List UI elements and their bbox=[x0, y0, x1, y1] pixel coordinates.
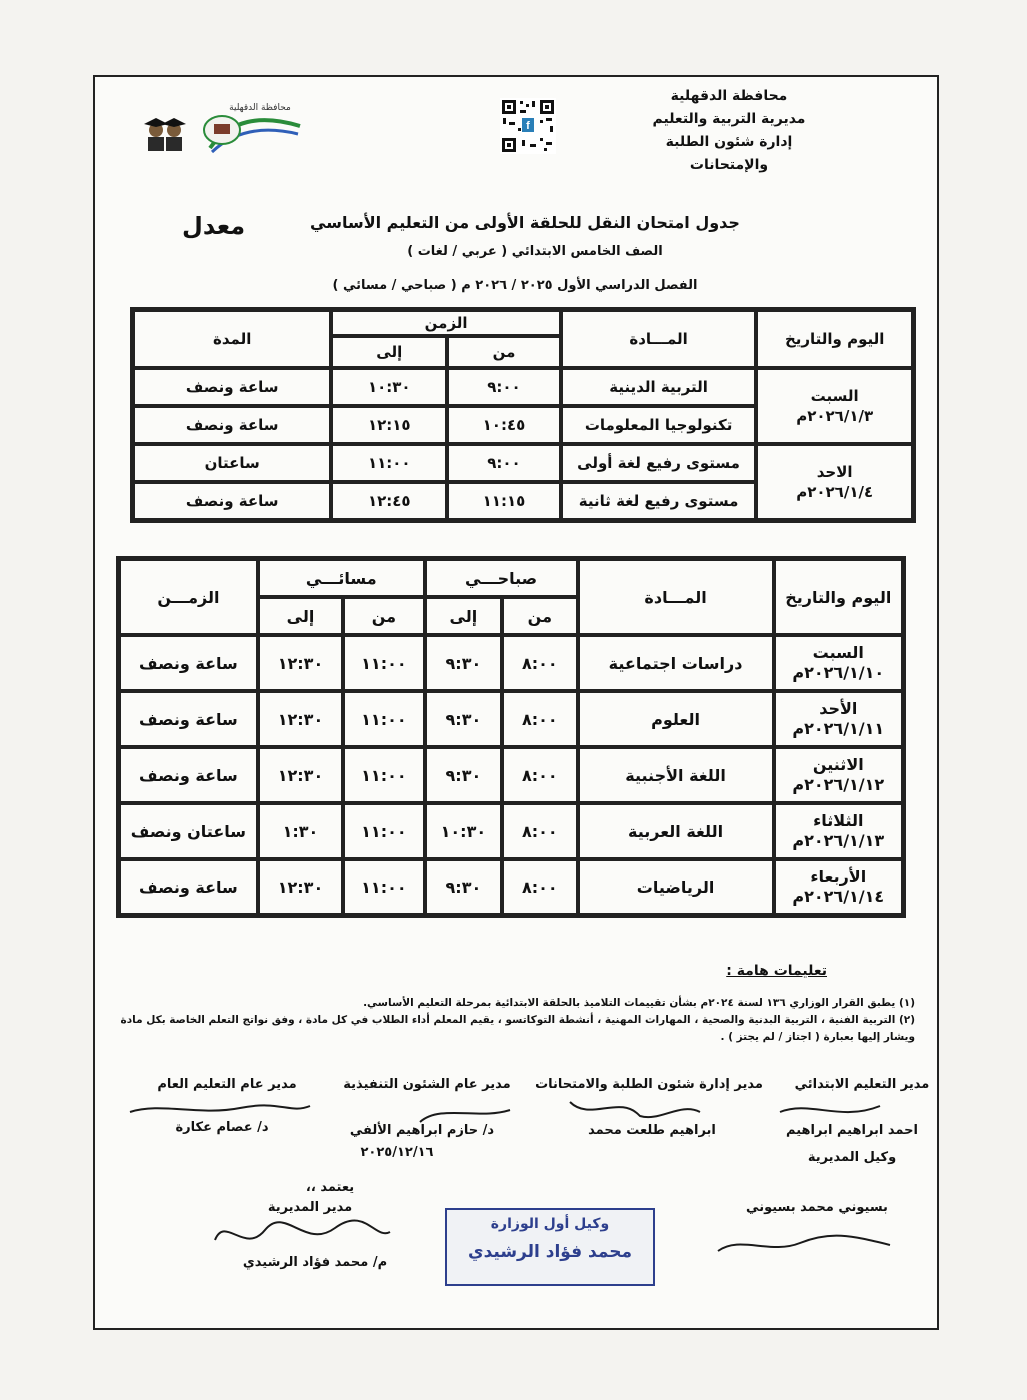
evening-from-cell: ١١:٠٠ bbox=[343, 747, 424, 803]
header-time: الزمـــن bbox=[119, 559, 258, 635]
morning-from-cell: ٨:٠٠ bbox=[502, 635, 577, 691]
evening-to-cell: ١:٣٠ bbox=[258, 803, 343, 859]
from-cell: ١١:١٥ bbox=[447, 482, 561, 520]
morning-to-cell: ٩:٣٠ bbox=[425, 859, 503, 915]
to-cell: ١٢:٤٥ bbox=[331, 482, 447, 520]
governorate-logo bbox=[140, 100, 305, 160]
evening-to-cell: ١٢:٣٠ bbox=[258, 635, 343, 691]
day-cell bbox=[756, 444, 913, 520]
day-cell bbox=[774, 747, 903, 803]
duration-cell: ساعة ونصف bbox=[133, 406, 331, 444]
grade-subtitle: الصف الخامس الابتدائي ( عربي / لغات ) bbox=[407, 244, 663, 259]
table-row bbox=[119, 859, 903, 915]
instruction-item: (٢) التربية الفنية ، التربية البدنية والصحية ، المهارات المهنية ، أنشطة التوكاتسو ، يقيم المعلم أداء الطلاب في كل مادة ، وفق نواتج التعلم الخاصة بكل مادة ويشار إليها بعبارة ( اجتاز / لم يجتز ) . bbox=[120, 1014, 915, 1043]
qr-code-icon bbox=[500, 98, 556, 154]
modified-badge: معدل bbox=[182, 212, 246, 240]
day-cell bbox=[774, 803, 903, 859]
day-cell bbox=[774, 691, 903, 747]
subject-cell: العلوم bbox=[578, 691, 774, 747]
duration-cell: ساعة ونصف bbox=[119, 691, 258, 747]
header-day-date: اليوم والتاريخ bbox=[756, 310, 913, 368]
department-label: إدارة شئون الطلبة والإمتحانات bbox=[665, 134, 793, 173]
general-director-name: د/ عصام عكارة bbox=[175, 1120, 269, 1135]
to-cell: ١٢:١٥ bbox=[331, 406, 447, 444]
official-stamp bbox=[445, 1208, 655, 1286]
header-morning-to: إلى bbox=[425, 597, 503, 635]
morning-to-cell: ٩:٣٠ bbox=[425, 635, 503, 691]
header-evening-to: إلى bbox=[258, 597, 343, 635]
term-subtitle: الفصل الدراسي الأول ٢٠٢٥ / ٢٠٢٦ م ( صباحي / مسائي ) bbox=[332, 278, 698, 293]
header-duration: المدة bbox=[133, 310, 331, 368]
subject-cell: دراسات اجتماعية bbox=[578, 635, 774, 691]
instructions-heading: تعليمات هامة : bbox=[726, 963, 827, 979]
directorate-head-name: م/ محمد فؤاد الرشيدي bbox=[242, 1255, 388, 1270]
svg-text:f: f bbox=[526, 120, 530, 132]
stamp-name: محمد فؤاد الرشيدي bbox=[467, 1242, 632, 1262]
primary-director-title: مدير التعليم الابتدائي bbox=[794, 1077, 930, 1092]
morning-to-cell: ٩:٣٠ bbox=[425, 691, 503, 747]
stamp-title: وكيل أول الوزارة bbox=[490, 1216, 610, 1232]
header-evening-from: من bbox=[343, 597, 424, 635]
header-from: من bbox=[447, 336, 561, 368]
table-row bbox=[119, 691, 903, 747]
header-to: إلى bbox=[331, 336, 447, 368]
approve-label: يعتمد ،، bbox=[305, 1180, 355, 1195]
day-date: ٢٠٢٦/١/١٢م bbox=[792, 775, 885, 794]
day-name: السبت bbox=[812, 643, 864, 662]
from-cell: ٩:٠٠ bbox=[447, 444, 561, 482]
table-row bbox=[119, 635, 903, 691]
duration-cell: ساعة ونصف bbox=[133, 368, 331, 406]
day-name: الأحد bbox=[819, 699, 858, 718]
evening-from-cell: ١١:٠٠ bbox=[343, 635, 424, 691]
logo-text: محافظة الدقهلية bbox=[229, 103, 291, 113]
table-row bbox=[119, 803, 903, 859]
general-director-title: مدير عام التعليم العام bbox=[157, 1077, 297, 1092]
day-name: الثلاثاء bbox=[813, 811, 864, 830]
subject-cell: التربية الدينية bbox=[561, 368, 757, 406]
day-date: ٢٠٢٦/١/١١م bbox=[792, 719, 885, 738]
schedule-table-top bbox=[130, 307, 916, 523]
duration-cell: ساعتان ونصف bbox=[119, 803, 258, 859]
morning-to-cell: ٩:٣٠ bbox=[425, 747, 503, 803]
evening-to-cell: ١٢:٣٠ bbox=[258, 859, 343, 915]
day-name: الاثنين bbox=[812, 755, 864, 774]
affairs-director-title: مدير إدارة شئون الطلبة والامتحانات bbox=[535, 1077, 763, 1092]
morning-from-cell: ٨:٠٠ bbox=[502, 859, 577, 915]
evening-to-cell: ١٢:٣٠ bbox=[258, 691, 343, 747]
schedule-table-bottom bbox=[116, 556, 906, 918]
morning-from-cell: ٨:٠٠ bbox=[502, 803, 577, 859]
directorate-label: مديرية التربية والتعليم bbox=[652, 111, 806, 127]
table-row bbox=[119, 747, 903, 803]
directorate-head-title: مدير المديرية bbox=[267, 1200, 353, 1215]
evening-from-cell: ١١:٠٠ bbox=[343, 803, 424, 859]
day-cell bbox=[756, 368, 913, 444]
primary-director-name: احمد ابراهيم ابراهيم bbox=[786, 1123, 918, 1138]
day-name: الأربعاء bbox=[810, 867, 867, 886]
header-evening: مسائـــي bbox=[258, 559, 425, 597]
day-name: الاحد bbox=[816, 463, 853, 481]
evening-from-cell: ١١:٠٠ bbox=[343, 859, 424, 915]
day-date: ٢٠٢٦/١/١٠م bbox=[792, 663, 885, 682]
evening-from-cell: ١١:٠٠ bbox=[343, 691, 424, 747]
subject-cell: مستوى رفيع لغة أولى bbox=[561, 444, 757, 482]
subject-cell: تكنولوجيا المعلومات bbox=[561, 406, 757, 444]
duration-cell: ساعة ونصف bbox=[119, 635, 258, 691]
executive-sign-date: ٢٠٢٥/١٢/١٦ bbox=[360, 1145, 434, 1160]
executive-director-name: د/ حازم ابراهيم الألفي bbox=[349, 1123, 495, 1138]
header-block bbox=[629, 85, 829, 177]
day-name: السبت bbox=[810, 387, 859, 405]
header-subject: المـــادة bbox=[561, 310, 757, 368]
to-cell: ١١:٠٠ bbox=[331, 444, 447, 482]
executive-director-title: مدير عام الشئون التنفيذية bbox=[343, 1077, 511, 1092]
table-row bbox=[133, 368, 913, 406]
duration-cell: ساعة ونصف bbox=[119, 747, 258, 803]
subject-cell: الرياضيات bbox=[578, 859, 774, 915]
bottom-right-signature bbox=[710, 1215, 900, 1265]
from-cell: ١٠:٤٥ bbox=[447, 406, 561, 444]
morning-from-cell: ٨:٠٠ bbox=[502, 691, 577, 747]
to-cell: ١٠:٣٠ bbox=[331, 368, 447, 406]
header-time: الزمن bbox=[331, 310, 560, 336]
table-row bbox=[133, 444, 913, 482]
day-cell bbox=[774, 635, 903, 691]
bottom-right-name: بسيوني محمد بسيوني bbox=[746, 1200, 888, 1215]
day-date: ٢٠٢٦/١/١٤م bbox=[792, 887, 885, 906]
instruction-item: (١) يطبق القرار الوزاري ١٣٦ لسنة ٢٠٢٤م بشأن تقييمات التلاميذ بالحلقة الابتدائية بمرحلة التعليم الأساسي. bbox=[363, 997, 915, 1009]
morning-from-cell: ٨:٠٠ bbox=[502, 747, 577, 803]
day-date: ٢٠٢٦/١/١٣م bbox=[792, 831, 885, 850]
header-subject: المـــادة bbox=[578, 559, 774, 635]
deputy-label: وكيل المديرية bbox=[807, 1150, 897, 1165]
duration-cell: ساعة ونصف bbox=[119, 859, 258, 915]
day-cell bbox=[774, 859, 903, 915]
affairs-director-name: ابراهيم طلعت محمد bbox=[588, 1123, 716, 1138]
day-date: ٢٠٢٦/١/٣م bbox=[796, 407, 874, 425]
header-day-date: اليوم والتاريخ bbox=[774, 559, 903, 635]
subject-cell: مستوى رفيع لغة ثانية bbox=[561, 482, 757, 520]
duration-cell: ساعتان bbox=[133, 444, 331, 482]
evening-to-cell: ١٢:٣٠ bbox=[258, 747, 343, 803]
governorate-label: محافظة الدقهلية bbox=[670, 88, 788, 104]
subject-cell: اللغة الأجنبية bbox=[578, 747, 774, 803]
instructions-body bbox=[95, 995, 915, 1046]
duration-cell: ساعة ونصف bbox=[133, 482, 331, 520]
page-title: جدول امتحان النقل للحلقة الأولى من التعليم الأساسي bbox=[310, 213, 740, 232]
subject-cell: اللغة العربية bbox=[578, 803, 774, 859]
day-date: ٢٠٢٦/١/٤م bbox=[796, 483, 874, 501]
header-morning: صباحـــي bbox=[425, 559, 578, 597]
header-morning-from: من bbox=[502, 597, 577, 635]
directorate-head-signature bbox=[205, 1210, 395, 1260]
morning-to-cell: ١٠:٣٠ bbox=[425, 803, 503, 859]
from-cell: ٩:٠٠ bbox=[447, 368, 561, 406]
